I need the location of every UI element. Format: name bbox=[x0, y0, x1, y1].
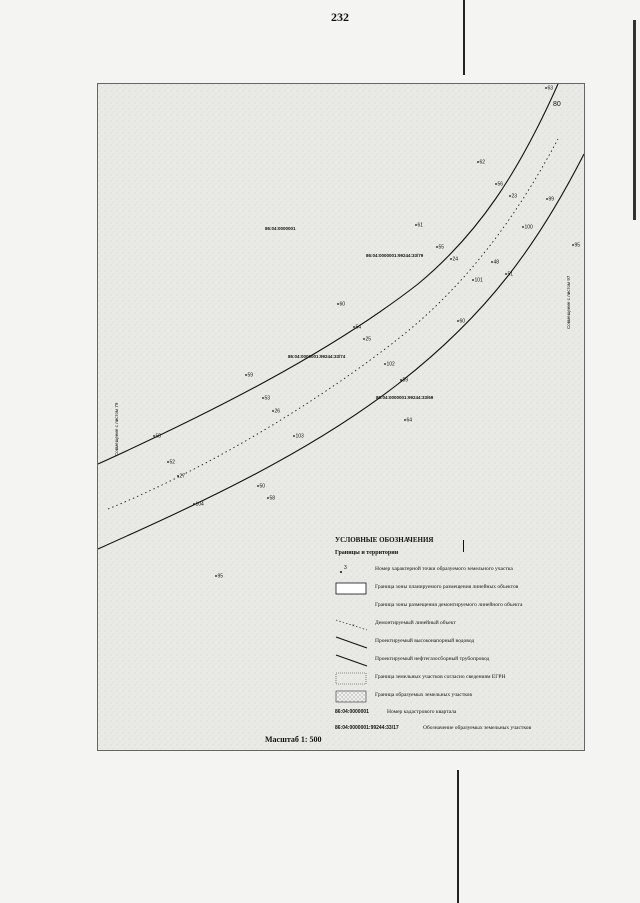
binding-line-top bbox=[463, 0, 465, 75]
code-quarter-desc: Номер кадастрового квартала bbox=[387, 709, 457, 715]
quarter-label: 86:04:0000001 bbox=[265, 226, 296, 231]
point-label: 48 bbox=[493, 259, 500, 266]
parcel-label-74: 86:04:0000001:99244:33/74 bbox=[288, 354, 346, 359]
point-label: 95 bbox=[217, 573, 224, 580]
legend-item-oil-line bbox=[335, 654, 581, 669]
point-label: 26 bbox=[274, 408, 281, 415]
point-label: 27 bbox=[179, 473, 186, 480]
legend-text-formed: Граница образуемых земельных участков bbox=[375, 692, 472, 698]
page-number: 232 bbox=[331, 10, 349, 24]
point-label: 56 bbox=[497, 181, 504, 188]
legend-item-formed bbox=[335, 690, 581, 705]
point-label: 102 bbox=[386, 361, 395, 368]
point-label: 100 bbox=[524, 224, 533, 231]
legend-item-zone bbox=[335, 582, 581, 597]
scale-label: Масштаб 1: 500 bbox=[265, 735, 322, 744]
legend-title: УСЛОВНЫЕ ОБОЗНАЧЕНИЯ bbox=[335, 536, 434, 544]
code-quarter: 86:04:0000001 bbox=[335, 709, 369, 715]
point-label: 103 bbox=[295, 433, 304, 440]
point-label: 60 bbox=[339, 301, 346, 308]
point-label: 59 bbox=[247, 372, 254, 379]
point-label: 51 bbox=[507, 271, 514, 278]
parcel-label-69: 86:04:0000001:99244:33/69 bbox=[376, 395, 434, 400]
point-label: 54 bbox=[355, 324, 362, 331]
point-label: 61 bbox=[417, 222, 424, 229]
point-label: 23 bbox=[511, 193, 518, 200]
code-parcel: 86:04:0000001:99244:33/17 bbox=[335, 725, 399, 731]
side-label-97: Совмещение с листом 97 bbox=[566, 275, 571, 329]
legend-item-point bbox=[335, 564, 581, 579]
line-symbol-icon bbox=[335, 654, 369, 667]
legend-text-water-line: Проектируемый высоконапорный водовод bbox=[375, 638, 475, 644]
point-label: 95 bbox=[574, 242, 581, 249]
point-label: 62 bbox=[479, 159, 486, 166]
page-edge-mark bbox=[633, 20, 636, 220]
point-label: 60 bbox=[459, 318, 466, 325]
point-label: 58 bbox=[269, 495, 276, 502]
point-label: 58 bbox=[155, 433, 162, 440]
point-label: 50 bbox=[259, 483, 266, 490]
corner-number: 80 bbox=[553, 101, 561, 108]
point-label: 101 bbox=[474, 277, 483, 284]
point-label: 52 bbox=[169, 459, 176, 466]
binding-line-bottom bbox=[457, 770, 459, 903]
legend-item-egrn bbox=[335, 672, 581, 687]
point-label: 104 bbox=[195, 501, 204, 508]
legend-code-quarter bbox=[335, 709, 581, 721]
legend-item-dismantled bbox=[335, 618, 581, 633]
legend-text-oil-line: Проектируемый нефтегазосборный трубопровод bbox=[375, 656, 490, 662]
legend-item-water-line bbox=[335, 636, 581, 651]
parcel-label-79: 86:04:0000001:99244:33/79 bbox=[366, 253, 424, 258]
legend-text-point: Номер характерной точки образуемого земельного участка bbox=[375, 566, 513, 572]
legend-text-egrn: Граница земельных участков согласно сведениям ЕГРН bbox=[375, 674, 506, 680]
rect-symbol-icon bbox=[335, 582, 369, 595]
legend-text-dismantled: Демонтируемый линейный объект bbox=[375, 620, 456, 626]
x-line-symbol-icon bbox=[335, 618, 369, 631]
side-label-79: Совмещение с листом 79 bbox=[114, 402, 119, 456]
svg-text:3: 3 bbox=[344, 565, 347, 571]
legend-code-parcel bbox=[335, 725, 581, 737]
dotted-rect-symbol-icon bbox=[335, 672, 369, 685]
legend-text-dismantle-zone: Граница зоны размещения демонтируемого линейного объекта bbox=[375, 602, 523, 608]
svg-text:×: × bbox=[352, 624, 355, 629]
point-label: 99 bbox=[548, 196, 555, 203]
legend bbox=[335, 536, 581, 737]
point-label: 53 bbox=[264, 395, 271, 402]
point-label: 24 bbox=[452, 256, 459, 263]
point-symbol-icon bbox=[335, 564, 369, 577]
point-label: 64 bbox=[406, 417, 413, 424]
legend-subtitle: Границы и территории bbox=[335, 550, 399, 556]
code-parcel-desc: Обозначение образуемых земельных участков bbox=[423, 725, 532, 731]
blank-symbol-icon bbox=[335, 600, 369, 613]
point-label: 59 bbox=[402, 377, 409, 384]
legend-item-dismantle-zone bbox=[335, 600, 581, 615]
legend-text-zone: Граница зоны планируемого размещения линейных объектов bbox=[375, 584, 519, 590]
point-label: 55 bbox=[438, 244, 445, 251]
hatched-rect-symbol-icon bbox=[335, 690, 369, 703]
point-label: 63 bbox=[547, 85, 554, 92]
line-symbol-icon bbox=[335, 636, 369, 649]
point-label: 25 bbox=[365, 336, 372, 343]
